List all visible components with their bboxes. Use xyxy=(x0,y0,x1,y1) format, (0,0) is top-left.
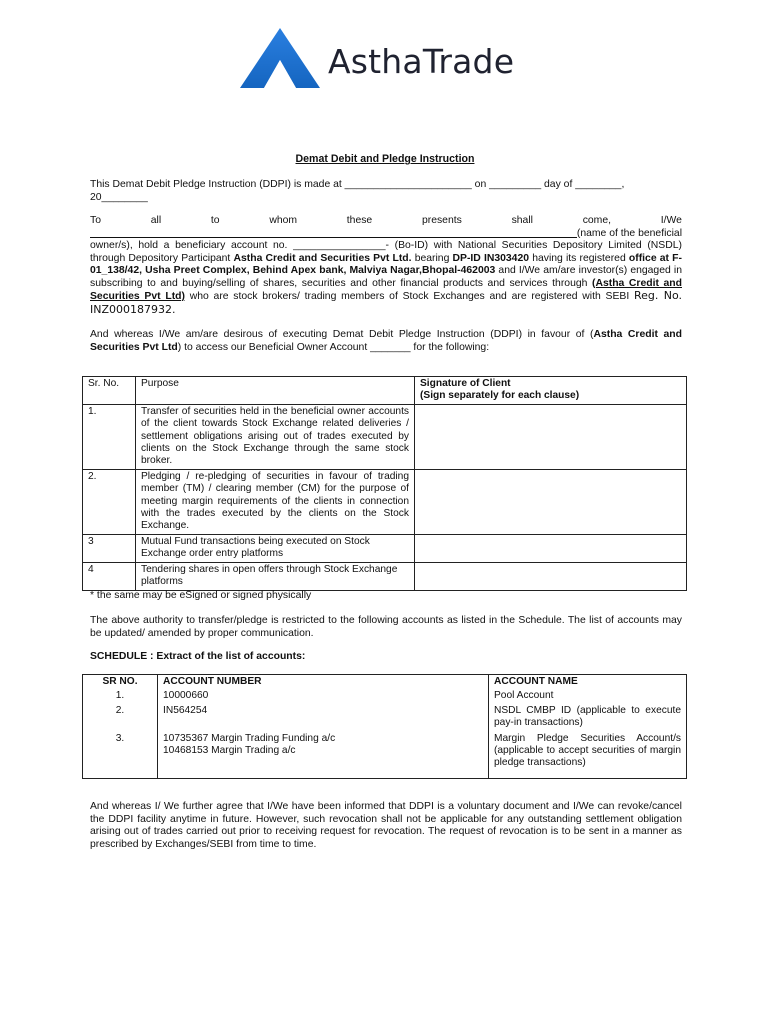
table-row xyxy=(83,732,687,779)
signature-header: Signature of Client xyxy=(420,378,511,389)
revocation-paragraph: And whereas I/ We further agree that I/We have been informed that DDPI is a voluntary document and I/We can revoke/cancel the DDPI facility anytime in future. However, such revocation shall not be applicable for any outstanding settlement obligation arising out of trades carried out prior to receiving request for revocation. The request of revocation is to be sent in a manner as prescribed by Exchanges/SEBI from time to time. xyxy=(90,801,682,850)
name-blank-rule xyxy=(90,228,577,238)
document-title: Demat Debit and Pledge Instruction xyxy=(295,153,475,165)
header-cell: ACCOUNT NUMBER xyxy=(158,675,489,690)
purpose-cell: Transfer of securities held in the beneficial owner accounts of the client towards Stock Exchange related deliveries / settlement obligations arising out of trades executed by clients on the Stock Exchange through the same stock broker. xyxy=(136,404,415,469)
brand-name: AsthaTrade xyxy=(328,42,515,81)
to-all-line xyxy=(90,215,682,226)
broker-name: (Astha Credit and Securities Pvt Ltd) xyxy=(90,277,682,302)
to-word: shall xyxy=(511,215,533,226)
broker-name: Astha Credit and Securities Pvt Ltd xyxy=(90,329,683,353)
table-row xyxy=(83,404,687,469)
intro-line-2: 20________ xyxy=(90,191,148,203)
esign-note: * the same may be eSigned or signed physically xyxy=(90,590,312,601)
sebi-reg-no: Reg. No. INZ000187932. xyxy=(90,289,683,316)
signature-cell[interactable] xyxy=(415,469,687,534)
sr-cell: 1. xyxy=(83,404,136,469)
registered-office: office at F-01_138/42, Usha Preet Complex, Behind Apex bank, Malviya Nagar,Bhopal-462003 xyxy=(90,252,682,276)
account-name-cell: Pool Account xyxy=(489,689,687,703)
table-row xyxy=(83,689,687,703)
schedule-title: SCHEDULE : Extract of the list of accounts: xyxy=(90,651,306,662)
authorization-paragraph xyxy=(90,240,682,317)
to-word: to xyxy=(210,215,220,226)
sr-cell: 2. xyxy=(83,469,136,534)
intro-line-1: This Demat Debit Pledge Instruction (DDPI) is made at ______________________ on _________ day of ________, xyxy=(90,179,625,190)
header-cell: Sr. No. xyxy=(83,377,136,405)
account-name-cell: NSDL CMBP ID (applicable to execute pay-in transactions) xyxy=(489,704,687,732)
account-name-cell: Margin Pledge Securities Account/s (applicable to accept securities of margin pledge transactions) xyxy=(489,732,687,779)
astha-mountain-icon xyxy=(238,26,322,92)
header-cell: ACCOUNT NAME xyxy=(489,675,687,690)
header-cell: SR NO. xyxy=(83,675,158,690)
account-number-cell: 10000660 xyxy=(158,689,489,703)
accounts-table xyxy=(82,674,687,779)
to-word: all xyxy=(150,215,162,226)
account-number-cell xyxy=(158,732,489,779)
table-header-row xyxy=(83,377,687,405)
intro-paragraph xyxy=(90,179,682,204)
signature-cell[interactable] xyxy=(415,534,687,562)
para-text: And whereas I/We am/are desirous of executing Demat Debit Pledge Instruction (DDPI) in favour of ( xyxy=(90,329,594,340)
dp-name: Astha Credit and Securities Pvt Ltd. xyxy=(233,252,412,264)
para-text: owner/s), hold a beneficiary account no. ________________- (Bo-ID) with National Securities Depository Limited (NSDL) through Depository Participant xyxy=(90,240,682,264)
purpose-cell: Mutual Fund transactions being executed on Stock Exchange order entry platforms xyxy=(136,534,415,562)
purpose-cell: Pledging / re-pledging of securities in favour of trading member (TM) / clearing member (CM) for the purpose of meeting margin requirements of the clients in connection with the trades executed by the clients on the Stock Exchange. xyxy=(136,469,415,534)
para-text: who are stock brokers/ trading members of Stock Exchanges and are registered with SEBI xyxy=(184,291,634,302)
company-logo xyxy=(238,26,515,92)
table-row xyxy=(83,469,687,534)
sr-cell: 2. xyxy=(83,704,158,732)
authority-paragraph: The above authority to transfer/pledge is restricted to the following accounts as listed in the Schedule. The list of accounts may be updated/ amended by proper communication. xyxy=(90,615,682,639)
para-text: ) to access our Beneficial Owner Account _______ for the following: xyxy=(177,341,490,353)
header-cell: Purpose xyxy=(136,377,415,405)
to-word: these xyxy=(346,215,373,226)
purpose-cell: Tendering shares in open offers through Stock Exchange platforms xyxy=(136,562,415,590)
account-number-line: 10735367 Margin Trading Funding a/c xyxy=(163,732,336,744)
sr-cell: 3. xyxy=(83,732,158,779)
sr-cell: 3 xyxy=(83,534,136,562)
para-text: and I/We am/are investor(s) engaged in subscribing to and buying/selling of shares, securities and other financial products and services through xyxy=(90,265,682,289)
signature-cell[interactable] xyxy=(415,404,687,469)
sr-cell: 4 xyxy=(83,562,136,590)
purpose-table xyxy=(82,376,687,591)
account-number-line: 10468153 Margin Trading a/c xyxy=(163,745,296,757)
para-text: bearing xyxy=(411,252,453,264)
dp-id: DP-ID IN303420 xyxy=(452,252,530,264)
beneficial-owner-name-line xyxy=(90,228,682,239)
signature-cell[interactable] xyxy=(415,562,687,590)
account-number-cell: IN564254 xyxy=(158,704,489,732)
to-word: come, xyxy=(582,215,611,226)
table-row xyxy=(83,534,687,562)
signature-header-cell xyxy=(415,377,687,405)
to-word: To xyxy=(90,215,101,226)
signature-subheader: (Sign separately for each clause) xyxy=(420,390,580,402)
whereas-paragraph xyxy=(90,329,682,354)
para-text: having its registered xyxy=(529,252,629,264)
to-word: I/We xyxy=(660,215,682,226)
sr-cell: 1. xyxy=(83,689,158,703)
name-suffix: (name of the beneficial xyxy=(576,228,682,239)
to-word: whom xyxy=(269,215,298,226)
to-word: presents xyxy=(421,215,462,226)
table-header-row xyxy=(83,675,687,690)
table-row xyxy=(83,704,687,732)
table-row xyxy=(83,562,687,590)
